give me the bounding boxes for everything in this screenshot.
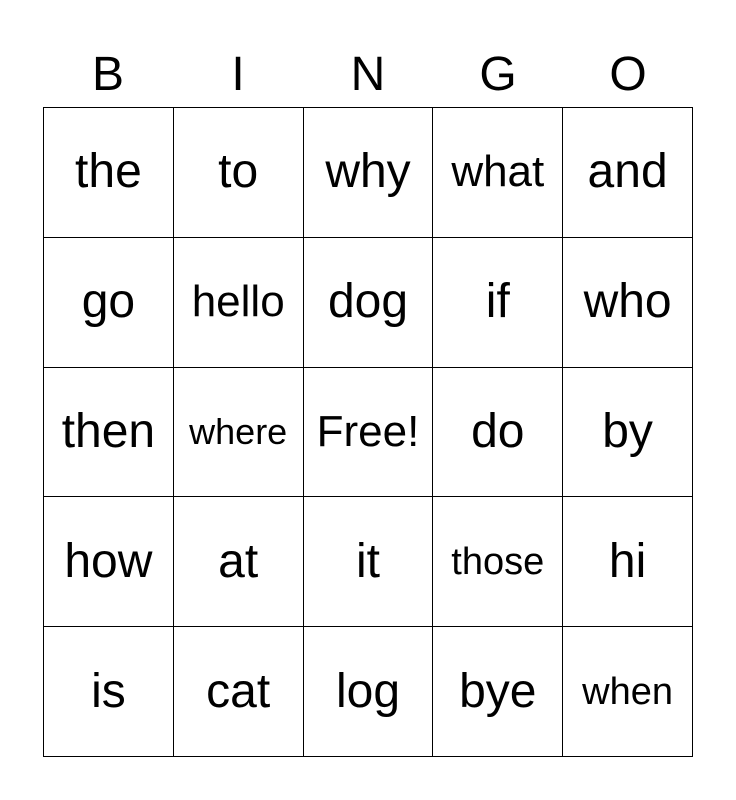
bingo-cell[interactable]: where [174, 368, 304, 498]
bingo-cell[interactable]: at [174, 497, 304, 627]
bingo-cell[interactable]: then [44, 368, 174, 498]
bingo-cell[interactable]: is [44, 627, 174, 757]
free-space-cell[interactable]: Free! [304, 368, 434, 498]
header-letter-g: G [479, 48, 517, 101]
bingo-cell[interactable]: what [433, 108, 563, 238]
bingo-cell[interactable]: how [44, 497, 174, 627]
bingo-cell[interactable]: by [563, 368, 693, 498]
bingo-cell[interactable]: hello [174, 238, 304, 368]
bingo-cell[interactable]: log [304, 627, 434, 757]
bingo-cell[interactable]: bye [433, 627, 563, 757]
bingo-cell[interactable]: if [433, 238, 563, 368]
header-letter-b: B [91, 48, 124, 101]
bingo-cell[interactable]: hi [563, 497, 693, 627]
bingo-cell[interactable]: go [44, 238, 174, 368]
header-letter-i: I [231, 48, 245, 101]
bingo-cell[interactable]: who [563, 238, 693, 368]
bingo-cell[interactable]: to [174, 108, 304, 238]
bingo-cell[interactable]: why [304, 108, 434, 238]
bingo-cell[interactable]: the [44, 108, 174, 238]
bingo-cell[interactable]: those [433, 497, 563, 627]
bingo-header [43, 42, 693, 108]
bingo-cell[interactable]: when [563, 627, 693, 757]
bingo-cell[interactable]: cat [174, 627, 304, 757]
header-letter-o: O [609, 48, 647, 101]
bingo-cell[interactable]: it [304, 497, 434, 627]
bingo-board [43, 107, 693, 757]
bingo-cell[interactable]: and [563, 108, 693, 238]
header-letter-n: N [350, 48, 386, 101]
bingo-cell[interactable]: dog [304, 238, 434, 368]
bingo-cell[interactable]: do [433, 368, 563, 498]
